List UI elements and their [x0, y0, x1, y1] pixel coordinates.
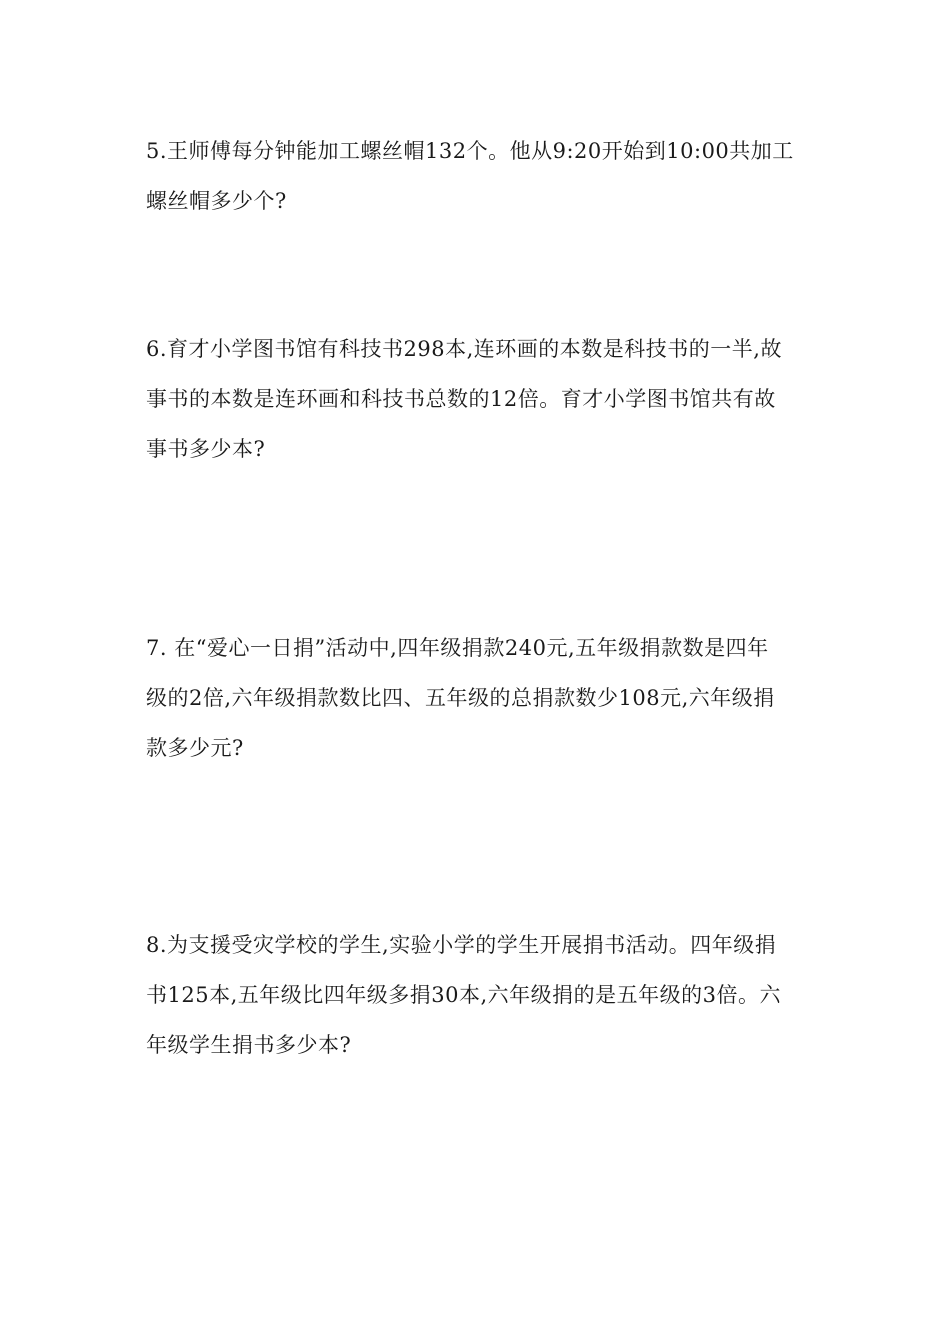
problem-7-line-3: 款多少元?: [146, 736, 244, 760]
problem-7-line-2: 级的2倍,六年级捐款数比四、五年级的总捐款数少108元,六年级捐: [146, 686, 775, 710]
problem-8-line-3: 年级学生捐书多少本?: [146, 1033, 352, 1057]
problem-7-line-1: 7. 在“爱心一日捐”活动中,四年级捐款240元,五年级捐款数是四年: [146, 636, 769, 660]
problem-5-line-1: 5.王师傅每分钟能加工螺丝帽132个。他从9:20开始到10:00共加工: [146, 139, 794, 163]
problem-8-line-2: 书125本,五年级比四年级多捐30本,六年级捐的是五年级的3倍。六: [146, 983, 782, 1007]
problem-5: [146, 126, 810, 226]
problem-6-line-2: 事书的本数是连环画和科技书总数的12倍。育才小学图书馆共有故: [146, 387, 776, 411]
problem-8: [146, 920, 810, 1070]
problem-6: [146, 324, 810, 474]
problem-6-line-1: 6.育才小学图书馆有科技书298本,连环画的本数是科技书的一半,故: [146, 337, 782, 361]
problem-6-line-3: 事书多少本?: [146, 437, 266, 461]
problem-7: [146, 623, 810, 773]
problem-5-line-2: 螺丝帽多少个?: [146, 189, 287, 213]
problem-8-line-1: 8.为支援受灾学校的学生,实验小学的学生开展捐书活动。四年级捐: [146, 933, 777, 957]
